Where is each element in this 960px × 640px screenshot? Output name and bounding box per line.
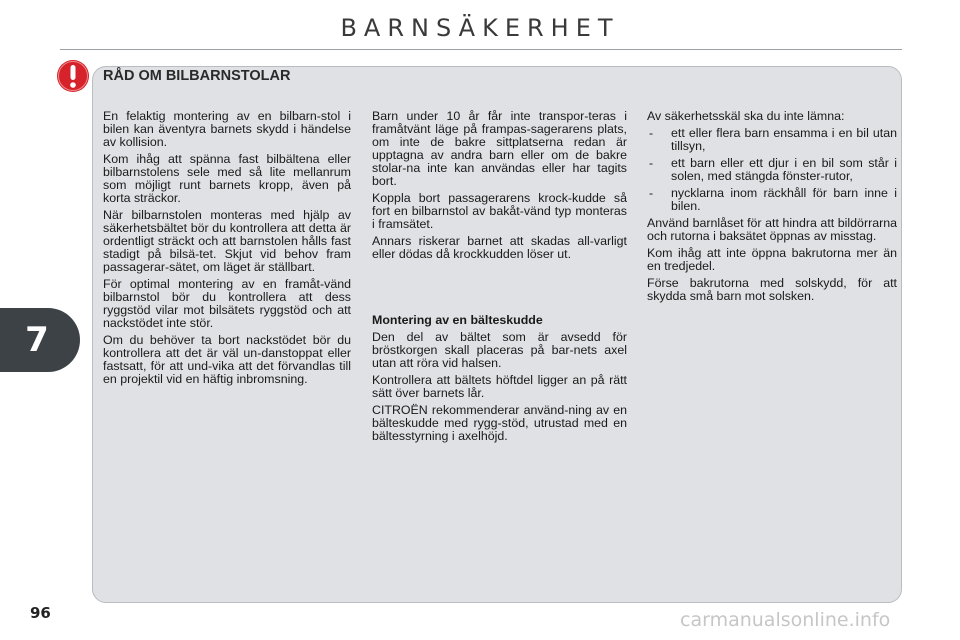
- list-item: - ett barn eller ett djur i en bil som står i solen, med stängda fönster-rutor,: [647, 157, 897, 183]
- page-title: BARNSÄKERHET: [340, 14, 620, 42]
- list-item: - nycklarna inom räckhåll för barn inne i bilen.: [647, 187, 897, 213]
- chapter-tab: [0, 308, 80, 372]
- page-number: 96: [30, 604, 51, 622]
- subheading: Montering av en bälteskudde: [372, 313, 543, 327]
- paragraph: Om du behöver ta bort nackstödet bör du kontrollera att det är väl un-danstoppat eller fastsatt, för att und-vika att det förvandlas till en projektil vid en häftig inbromsning.: [103, 333, 351, 386]
- paragraph: Den del av bältet som är avsedd för bröstkorgen skall placeras på bar-nets axel utan att röra vid halsen.: [372, 330, 627, 370]
- bullet-list: [647, 127, 897, 213]
- section-title: RÅD OM BILBARNSTOLAR: [103, 68, 291, 84]
- paragraph: Koppla bort passagerarens krock-kudde så fort en bilbarnstol av bakåt-vänd typ monteras i framsätet.: [372, 191, 627, 231]
- title-divider: [60, 49, 902, 50]
- paragraph: För optimal montering av en framåt-vänd bilbarnstol bör du kontrollera att dess ryggstöd vilar mot bilsätets ryggstöd och att nackstödet inte stör.: [103, 277, 351, 330]
- paragraph: Förse bakrutorna med solskydd, för att skydda små barn mot solsken.: [647, 276, 897, 303]
- watermark: carmanualsonline.info: [680, 609, 891, 631]
- text-column-1: [103, 110, 351, 390]
- text-column-2: [372, 110, 627, 447]
- text-column-3: [647, 110, 897, 307]
- list-item: - ett eller flera barn ensamma i en bil utan tillsyn,: [647, 127, 897, 153]
- paragraph: Kom ihåg att inte öppna bakrutorna mer än en tredjedel.: [647, 246, 897, 273]
- paragraph: Barn under 10 år får inte transpor-teras i framåtvänt läge på frampas-sagerarens plats, om inte de bakre sittplatserna redan är upptagna av andra barn eller om de bakre stolar-na inte kan användas eller har tagits bort.: [372, 109, 627, 188]
- chapter-number: 7: [25, 320, 49, 360]
- paragraph: En felaktig montering av en bilbarn-stol i bilen kan äventyra barnets skydd i händelse av kollision.: [103, 109, 351, 149]
- paragraph: Kontrollera att bältets höftdel ligger an på rätt sätt över barnets lår.: [372, 373, 627, 400]
- paragraph: CITROËN rekommenderar använd-ning av en bälteskudde med rygg-stöd, utrustad med en bältesstyrning i axelhöjd.: [372, 403, 627, 443]
- paragraph: Annars riskerar barnet att skadas all-varligt eller dödas då krockkudden löser ut.: [372, 234, 627, 261]
- paragraph: Använd barnlåset för att hindra att bildörrarna och rutorna i baksätet öppnas av misstag.: [647, 216, 897, 243]
- exclamation-icon: [56, 59, 90, 93]
- paragraph: När bilbarnstolen monteras med hjälp av säkerhetsbältet bör du kontrollera att detta är ordentligt sträckt och att barnstolen hålls fast stadigt på bilsä-tet. Skjut vid behov fram passagerar-sätet, om läget är ställbart.: [103, 208, 351, 274]
- paragraph: Kom ihåg att spänna fast bilbältena eller bilbarnstolens sele med så lite mellanrum som möjligt runt barnets kropp, även på korta sträckor.: [103, 152, 351, 205]
- paragraph: Av säkerhetsskäl ska du inte lämna:: [647, 109, 845, 123]
